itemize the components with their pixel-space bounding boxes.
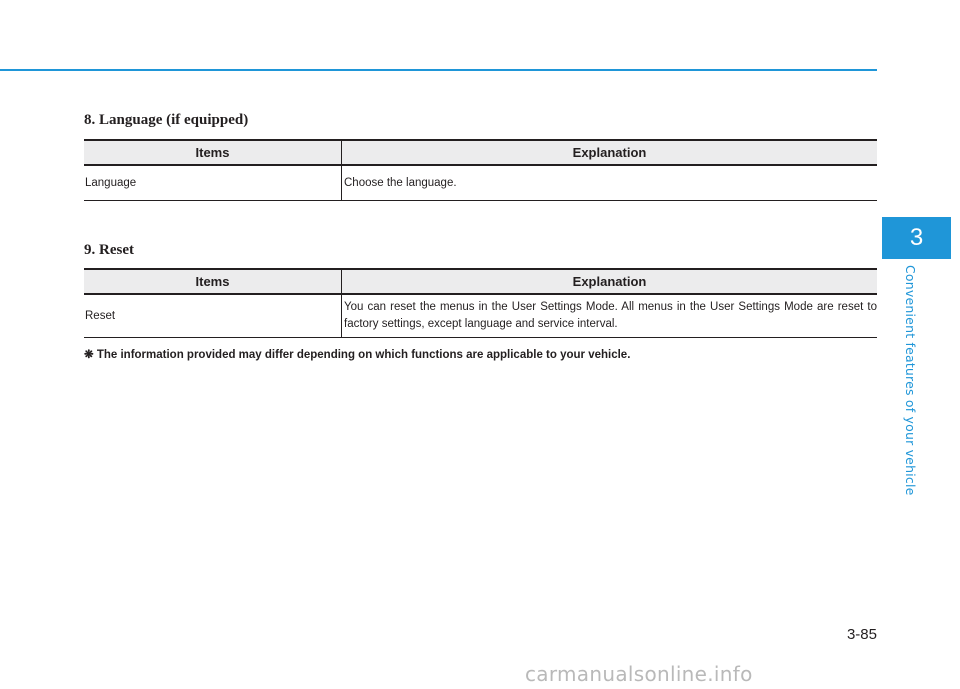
watermark: carmanualsonline.info [525, 662, 753, 686]
footnote [84, 347, 630, 361]
item-cell: Language [84, 165, 342, 201]
explanation-cell: You can reset the menus in the User Settings Mode. All menus in the User Settings Mode are reset to factory settings, except language and service interval. [342, 294, 878, 338]
reset-table [84, 268, 877, 338]
page-number: 3-85 [846, 626, 877, 643]
header-explanation: Explanation [342, 269, 878, 294]
header-explanation: Explanation [342, 140, 878, 165]
footnote-symbol-icon: ❋ [84, 349, 94, 361]
table-row [84, 165, 877, 201]
chapter-number: 3 [909, 224, 924, 251]
item-cell: Reset [84, 294, 342, 338]
section-8-heading: 8. Language (if equipped) [84, 112, 249, 128]
language-table [84, 139, 877, 201]
footnote-text: The information provided may differ depending on which functions are applicable to your vehicle. [96, 349, 631, 361]
chapter-label: Convenient features of your vehicle [903, 265, 918, 496]
header-items: Items [84, 269, 342, 294]
explanation-cell: Choose the language. [342, 165, 878, 201]
table-header-row [84, 269, 877, 294]
table-header-row [84, 140, 877, 165]
header-items: Items [84, 140, 342, 165]
chapter-number-tab [882, 217, 951, 259]
table-row [84, 294, 877, 338]
top-rule [0, 69, 877, 71]
section-9-heading: 9. Reset [84, 242, 134, 258]
